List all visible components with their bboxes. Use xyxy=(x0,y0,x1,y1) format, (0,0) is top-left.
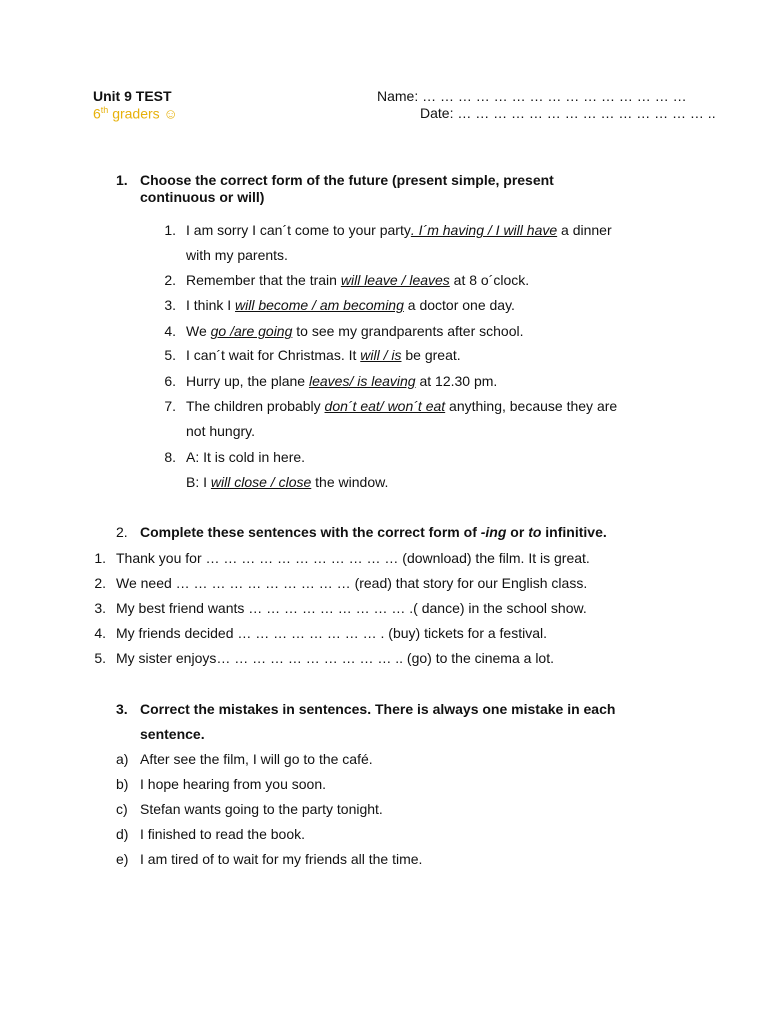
section1-item xyxy=(186,272,529,288)
section1-item-continuation: not hungry. xyxy=(186,423,256,439)
section2-title-a: Complete these sentences with the correct form of xyxy=(140,524,481,540)
grade-label xyxy=(93,105,178,122)
section3-number: 3. xyxy=(116,701,128,717)
section3-item: I finished to read the book. xyxy=(140,826,305,842)
section1-item-post: a dinner xyxy=(557,222,612,238)
section2-title xyxy=(140,524,607,540)
section1-item-number: 4. xyxy=(164,323,176,339)
section2-item: Thank you for … … … … … … … … … … … (download) the film. It is great. xyxy=(116,550,590,566)
section2-item-number: 3. xyxy=(94,600,106,616)
section1-title-line1: Choose the correct form of the future (present simple, present xyxy=(140,172,554,188)
section3-title-line2: sentence. xyxy=(140,726,205,742)
section1-item-number: 3. xyxy=(164,297,176,313)
section1-item-post: be great. xyxy=(401,347,461,363)
section1-item-opt: don´t eat/ won´t eat xyxy=(324,398,446,414)
section1-item xyxy=(186,398,617,414)
section1-item-post: a doctor one day. xyxy=(403,297,515,313)
section1-item-post: anything, because they are xyxy=(445,398,618,414)
test-title: Unit 9 TEST xyxy=(93,88,172,104)
section1-item-pre: Remember that the train xyxy=(186,272,341,288)
grade-text: graders ☺ xyxy=(108,105,178,122)
section1-item-pre: We xyxy=(186,323,211,339)
section2-item: My friends decided … … … … … … … … . (buy) tickets for a festival. xyxy=(116,625,548,641)
section2-item-number: 5. xyxy=(94,650,106,666)
section1-item-post: at 8 o´clock. xyxy=(449,272,530,288)
section1-item-opt: will / is xyxy=(360,347,402,363)
section1-item-opt: leaves/ is leaving xyxy=(308,373,416,389)
section1-item xyxy=(186,347,461,363)
item8-b-options: will close / close xyxy=(210,474,312,490)
section1-item-number: 6. xyxy=(164,373,176,389)
section1-item-opt: will become / am becoming xyxy=(235,297,404,313)
section3-item-letter: d) xyxy=(116,826,129,842)
section1-item-number: 7. xyxy=(164,398,176,414)
item8-b-pre: B: I xyxy=(186,474,211,490)
section1-item-opt: . I´m having / I will have xyxy=(410,222,558,238)
section3-item: I am tired of to wait for my friends all the time. xyxy=(140,851,423,867)
section2-item-number: 1. xyxy=(94,550,106,566)
section1-item-number: 5. xyxy=(164,347,176,363)
section2-title-b: infinitive. xyxy=(541,524,607,540)
section2-item-number: 4. xyxy=(94,625,106,641)
section1-item-pre: A: It is cold in here. xyxy=(186,449,306,465)
section1-item xyxy=(186,373,497,389)
section1-item-number: 8. xyxy=(164,449,176,465)
section1-item xyxy=(186,323,524,339)
section2-item: My best friend wants … … … … … … … … … .( dance) in the school show. xyxy=(116,600,587,616)
section1-item-opt: go /are going xyxy=(210,323,293,339)
section2-title-or: or xyxy=(506,524,529,540)
grade-number: 6 xyxy=(93,105,101,122)
section1-item-post: at 12.30 pm. xyxy=(415,373,498,389)
section1-title-line2: continuous or will) xyxy=(140,189,265,205)
section1-item-pre: Hurry up, the plane xyxy=(186,373,309,389)
section1-item-opt: will leave / leaves xyxy=(340,272,450,288)
date-field: Date: … … … … … … … … … … … … … … .. xyxy=(420,105,716,121)
name-field: Name: … … … … … … … … … … … … … … … xyxy=(377,88,687,104)
section3-item-letter: e) xyxy=(116,851,129,867)
section2-item: My sister enjoys… … … … … … … … … … .. (go) to the cinema a lot. xyxy=(116,650,554,666)
section2-item-number: 2. xyxy=(94,575,106,591)
section3-item-letter: a) xyxy=(116,751,129,767)
section3-item-letter: c) xyxy=(116,801,128,817)
section1-item-number: 2. xyxy=(164,272,176,288)
section1-item-continuation: with my parents. xyxy=(186,247,288,263)
grade-suffix: th xyxy=(100,105,109,115)
section1-item-pre: I can´t wait for Christmas. It xyxy=(186,347,361,363)
section3-item-letter: b) xyxy=(116,776,129,792)
section3-item: I hope hearing from you soon. xyxy=(140,776,327,792)
section2-number: 2. xyxy=(116,524,128,540)
section1-item-pre: I am sorry I can´t come to your party xyxy=(186,222,411,238)
section1-number: 1. xyxy=(116,172,128,188)
section3-item: Stefan wants going to the party tonight. xyxy=(140,801,383,817)
section1-item8-b xyxy=(186,474,388,490)
section1-item xyxy=(186,297,515,313)
section2-item: We need … … … … … … … … … … (read) that story for our English class. xyxy=(116,575,588,591)
section1-item-pre: The children probably xyxy=(186,398,325,414)
section1-item-pre: I think I xyxy=(186,297,236,313)
section2-title-to: to xyxy=(528,524,542,540)
section3-title-line1: Correct the mistakes in sentences. There is always one mistake in each xyxy=(140,701,616,717)
section1-item xyxy=(186,222,612,238)
section1-item-post: to see my grandparents after school. xyxy=(292,323,524,339)
section3-item: After see the film, I will go to the café. xyxy=(140,751,373,767)
section1-item xyxy=(186,449,305,465)
section2-title-ing: -ing xyxy=(480,524,507,540)
section1-item-number: 1. xyxy=(164,222,176,238)
item8-b-post: the window. xyxy=(311,474,389,490)
